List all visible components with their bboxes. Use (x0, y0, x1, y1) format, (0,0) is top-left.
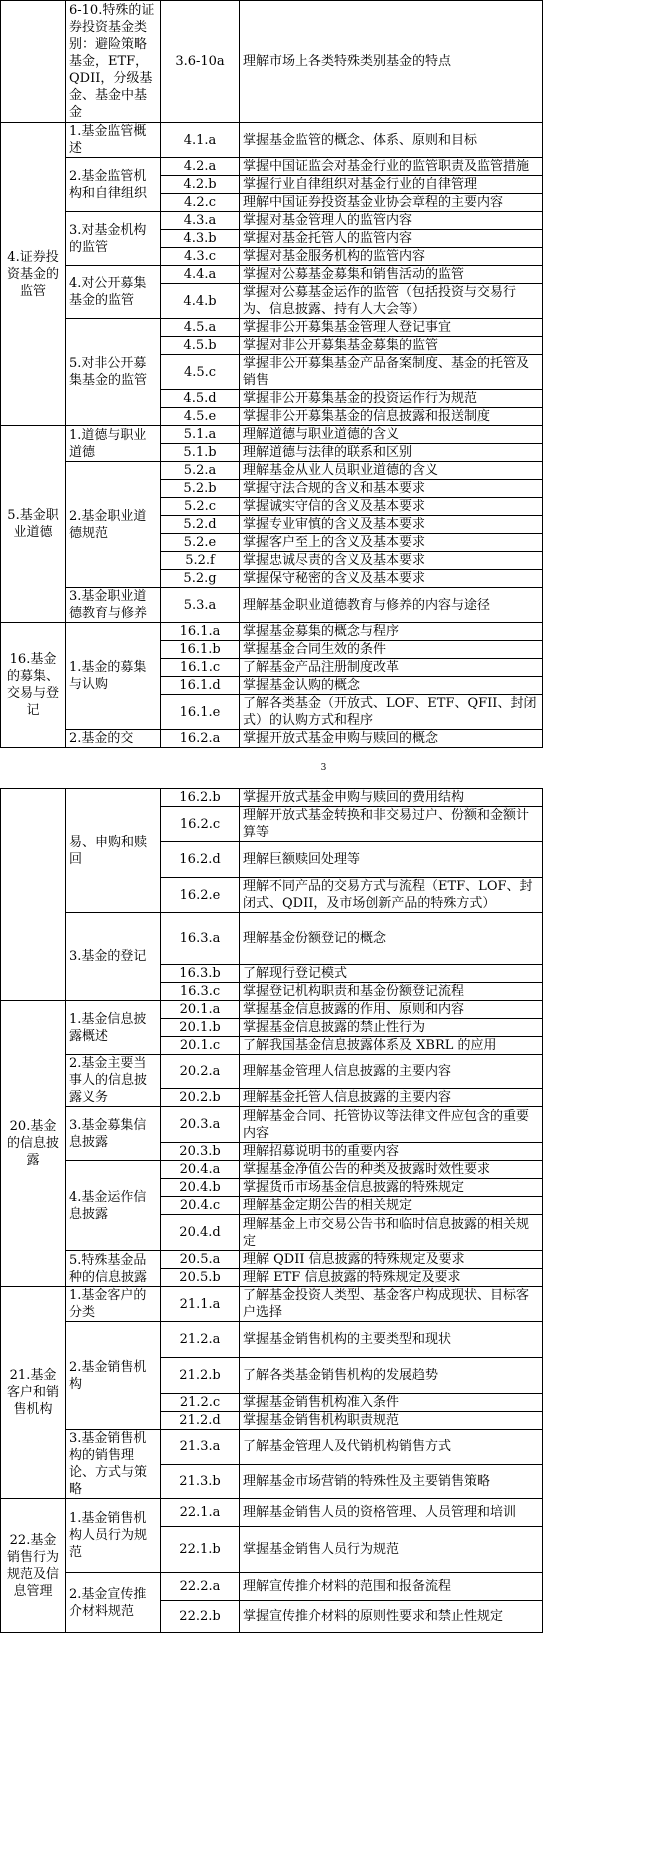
table-row (1, 462, 543, 480)
item-requirement: 掌握货币市场基金信息披露的特殊规定 (240, 1179, 543, 1197)
section-cell: 2.基金销售机构 (66, 1322, 161, 1430)
item-code: 5.2.a (161, 462, 240, 480)
chapter-cell (1, 1, 66, 123)
item-code: 5.3.a (161, 588, 240, 623)
section-cell: 1.基金信息披露概述 (66, 1001, 161, 1055)
item-requirement: 掌握对公募基金运作的监管（包括投资与交易行为、信息披露、持有人大会等） (240, 284, 543, 319)
item-code: 22.2.a (161, 1573, 240, 1601)
item-requirement: 理解基金职业道德教育与修养的内容与途径 (240, 588, 543, 623)
item-code: 5.2.g (161, 570, 240, 588)
item-requirement: 掌握宣传推介材料的原则性要求和禁止性规定 (240, 1601, 543, 1633)
item-code: 16.1.e (161, 695, 240, 730)
chapter-cell (1, 789, 66, 1001)
section-cell: 4.对公开募集基金的监管 (66, 266, 161, 319)
item-requirement: 掌握基金监管的概念、体系、原则和目标 (240, 123, 543, 158)
item-requirement: 掌握基金信息披露的禁止性行为 (240, 1019, 543, 1037)
item-code: 4.2.b (161, 176, 240, 194)
table-row (1, 266, 543, 284)
item-requirement: 掌握非公开募集基金的投资运作行为规范 (240, 390, 543, 408)
item-code: 16.2.a (161, 730, 240, 748)
item-code: 4.3.c (161, 248, 240, 266)
syllabus-table-bottom (0, 788, 543, 1633)
section-cell: 3.对基金机构的监管 (66, 212, 161, 266)
item-code: 16.1.a (161, 623, 240, 641)
item-requirement: 掌握基金信息披露的作用、原则和内容 (240, 1001, 543, 1019)
item-requirement: 掌握开放式基金申购与赎回的概念 (240, 730, 543, 748)
item-requirement: 掌握对基金管理人的监管内容 (240, 212, 543, 230)
item-requirement: 了解我国基金信息披露体系及 XBRL 的应用 (240, 1037, 543, 1055)
item-code: 20.3.b (161, 1143, 240, 1161)
item-requirement: 理解基金定期公告的相关规定 (240, 1197, 543, 1215)
item-code: 4.5.a (161, 319, 240, 337)
item-requirement: 理解道德与职业道德的含义 (240, 426, 543, 444)
item-requirement: 掌握基金募集的概念与程序 (240, 623, 543, 641)
item-requirement: 掌握基金销售机构的主要类型和现状 (240, 1322, 543, 1358)
item-requirement: 掌握对非公开募集基金募集的监管 (240, 337, 543, 355)
item-code: 21.3.b (161, 1464, 240, 1499)
table-row (1, 730, 543, 748)
item-code: 22.1.a (161, 1499, 240, 1527)
item-code: 16.3.c (161, 983, 240, 1001)
item-code: 4.5.c (161, 355, 240, 390)
table-row (1, 789, 543, 807)
item-code: 22.2.b (161, 1601, 240, 1633)
item-requirement: 掌握行业自律组织对基金行业的自律管理 (240, 176, 543, 194)
section-cell: 5.特殊基金品种的信息披露 (66, 1251, 161, 1287)
item-code: 20.1.b (161, 1019, 240, 1037)
item-requirement: 了解基金产品注册制度改革 (240, 659, 543, 677)
item-requirement: 了解基金管理人及代销机构销售方式 (240, 1430, 543, 1465)
item-requirement: 理解招募说明书的重要内容 (240, 1143, 543, 1161)
chapter-cell: 22.基金销售行为规范及信息管理 (1, 1499, 66, 1633)
item-requirement: 掌握保守秘密的含义及基本要求 (240, 570, 543, 588)
item-code: 21.2.b (161, 1358, 240, 1394)
item-requirement: 掌握诚实守信的含义及基本要求 (240, 498, 543, 516)
section-cell: 3.基金职业道德教育与修养 (66, 588, 161, 623)
item-requirement: 理解基金销售人员的资格管理、人员管理和培训 (240, 1499, 543, 1527)
item-requirement: 理解 QDII 信息披露的特殊规定及要求 (240, 1251, 543, 1269)
item-code: 21.3.a (161, 1430, 240, 1465)
item-requirement: 掌握非公开募集基金产品备案制度、基金的托管及销售 (240, 355, 543, 390)
item-requirement: 掌握基金销售机构职责规范 (240, 1412, 543, 1430)
item-code: 20.1.a (161, 1001, 240, 1019)
table-row (1, 588, 543, 623)
table-row (1, 123, 543, 158)
item-code: 16.3.a (161, 913, 240, 965)
item-code: 20.4.b (161, 1179, 240, 1197)
section-cell: 1.道德与职业道德 (66, 426, 161, 462)
item-requirement: 掌握客户至上的含义及基本要求 (240, 534, 543, 552)
item-requirement: 掌握开放式基金申购与赎回的费用结构 (240, 789, 543, 807)
item-code: 22.1.b (161, 1527, 240, 1573)
section-cell: 2.基金主要当事人的信息披露义务 (66, 1055, 161, 1107)
item-code: 16.1.b (161, 641, 240, 659)
item-code: 4.5.d (161, 390, 240, 408)
chapter-cell: 20.基金的信息披露 (1, 1001, 66, 1287)
table-row (1, 1430, 543, 1465)
item-code: 4.4.a (161, 266, 240, 284)
table-row (1, 1251, 543, 1269)
item-code: 5.1.b (161, 444, 240, 462)
item-code: 21.2.d (161, 1412, 240, 1430)
item-requirement: 掌握基金认购的概念 (240, 677, 543, 695)
item-code: 16.2.d (161, 842, 240, 878)
item-code: 3.6-10a (161, 1, 240, 123)
section-cell: 5.对非公开募集基金的监管 (66, 319, 161, 426)
item-requirement: 了解基金投资人类型、基金客户构成现状、目标客户选择 (240, 1287, 543, 1322)
item-requirement: 掌握基金净值公告的种类及披露时效性要求 (240, 1161, 543, 1179)
item-code: 20.4.c (161, 1197, 240, 1215)
item-code: 20.3.a (161, 1107, 240, 1143)
item-requirement: 理解 ETF 信息披露的特殊规定及要求 (240, 1269, 543, 1287)
item-requirement: 理解市场上各类特殊类别基金的特点 (240, 1, 543, 123)
section-cell: 2.基金监管机构和自律组织 (66, 158, 161, 212)
item-code: 5.2.f (161, 552, 240, 570)
item-code: 4.1.a (161, 123, 240, 158)
section-cell: 1.基金的募集与认购 (66, 623, 161, 730)
item-code: 20.1.c (161, 1037, 240, 1055)
item-requirement: 掌握对基金服务机构的监管内容 (240, 248, 543, 266)
item-requirement: 理解基金托管人信息披露的主要内容 (240, 1089, 543, 1107)
item-code: 16.3.b (161, 965, 240, 983)
table-row (1, 1573, 543, 1601)
item-requirement: 理解基金合同、托管协议等法律文件应包含的重要内容 (240, 1107, 543, 1143)
item-code: 16.2.c (161, 807, 240, 842)
item-requirement: 了解现行登记模式 (240, 965, 543, 983)
item-requirement: 掌握基金销售人员行为规范 (240, 1527, 543, 1573)
section-cell: 3.基金募集信息披露 (66, 1107, 161, 1161)
item-code: 21.2.a (161, 1322, 240, 1358)
item-requirement: 掌握中国证监会对基金行业的监管职责及监管措施 (240, 158, 543, 176)
item-code: 4.5.b (161, 337, 240, 355)
section-cell: 2.基金职业道德规范 (66, 462, 161, 588)
item-requirement: 理解基金上市交易公告书和临时信息披露的相关规定 (240, 1215, 543, 1251)
table-row (1, 1107, 543, 1143)
item-code: 20.2.a (161, 1055, 240, 1089)
item-code: 16.1.c (161, 659, 240, 677)
chapter-cell: 16.基金的募集、交易与登记 (1, 623, 66, 748)
item-code: 5.2.b (161, 480, 240, 498)
section-cell: 1.基金监管概述 (66, 123, 161, 158)
item-requirement: 了解各类基金销售机构的发展趋势 (240, 1358, 543, 1394)
item-requirement: 理解不同产品的交易方式与流程（ETF、LOF、封闭式、QDII，及市场创新产品的特殊方式） (240, 878, 543, 913)
item-requirement: 掌握专业审慎的含义及基本要求 (240, 516, 543, 534)
section-cell: 4.基金运作信息披露 (66, 1161, 161, 1251)
item-code: 4.3.b (161, 230, 240, 248)
item-code: 5.2.e (161, 534, 240, 552)
item-requirement: 理解宣传推介材料的范围和报备流程 (240, 1573, 543, 1601)
item-code: 20.5.b (161, 1269, 240, 1287)
item-requirement: 理解中国证券投资基金业协会章程的主要内容 (240, 194, 543, 212)
section-cell: 6-10.特殊的证券投资基金类别：避险策略基金，ETF，QDII，分级基金、基金中基金 (66, 1, 161, 123)
section-cell: 易、申购和赎回 (66, 789, 161, 913)
table-row (1, 319, 543, 337)
table-row (1, 1055, 543, 1089)
item-code: 20.4.d (161, 1215, 240, 1251)
item-code: 21.1.a (161, 1287, 240, 1322)
table-row (1, 1161, 543, 1179)
chapter-cell: 21.基金客户和销售机构 (1, 1287, 66, 1499)
section-cell: 2.基金的交 (66, 730, 161, 748)
table-row (1, 1, 543, 123)
item-requirement: 理解基金市场营销的特殊性及主要销售策略 (240, 1464, 543, 1499)
table-row (1, 212, 543, 230)
item-code: 20.5.a (161, 1251, 240, 1269)
table-row (1, 1322, 543, 1358)
item-code: 21.2.c (161, 1394, 240, 1412)
table-row (1, 426, 543, 444)
item-requirement: 了解各类基金（开放式、LOF、ETF、QFII、封闭式）的认购方式和程序 (240, 695, 543, 730)
item-requirement: 掌握基金合同生效的条件 (240, 641, 543, 659)
item-requirement: 理解基金管理人信息披露的主要内容 (240, 1055, 543, 1089)
item-requirement: 掌握守法合规的含义和基本要求 (240, 480, 543, 498)
table-row (1, 1001, 543, 1019)
item-code: 5.2.d (161, 516, 240, 534)
item-code: 5.1.a (161, 426, 240, 444)
chapter-cell: 4.证券投资基金的监管 (1, 123, 66, 426)
item-code: 4.4.b (161, 284, 240, 319)
item-requirement: 理解基金从业人员职业道德的含义 (240, 462, 543, 480)
item-code: 20.4.a (161, 1161, 240, 1179)
chapter-cell: 5.基金职业道德 (1, 426, 66, 623)
item-code: 4.2.a (161, 158, 240, 176)
item-requirement: 理解基金份额登记的概念 (240, 913, 543, 965)
table-row (1, 623, 543, 641)
table-row (1, 158, 543, 176)
section-cell: 1.基金销售机构人员行为规范 (66, 1499, 161, 1573)
item-code: 20.2.b (161, 1089, 240, 1107)
item-requirement: 掌握忠诚尽责的含义及基本要求 (240, 552, 543, 570)
item-code: 16.2.e (161, 878, 240, 913)
item-requirement: 理解巨额赎回处理等 (240, 842, 543, 878)
item-requirement: 掌握非公开募集基金管理人登记事宜 (240, 319, 543, 337)
section-cell: 3.基金的登记 (66, 913, 161, 1001)
item-requirement: 掌握非公开募集基金的信息披露和报送制度 (240, 408, 543, 426)
item-requirement: 掌握基金销售机构准入条件 (240, 1394, 543, 1412)
item-code: 4.2.c (161, 194, 240, 212)
item-code: 5.2.c (161, 498, 240, 516)
table-row (1, 1287, 543, 1322)
item-requirement: 理解道德与法律的联系和区别 (240, 444, 543, 462)
table-row (1, 1499, 543, 1527)
item-code: 4.5.e (161, 408, 240, 426)
section-cell: 3.基金销售机构的销售理论、方式与策略 (66, 1430, 161, 1499)
item-requirement: 掌握对基金托管人的监管内容 (240, 230, 543, 248)
item-code: 16.1.d (161, 677, 240, 695)
item-code: 4.3.a (161, 212, 240, 230)
item-requirement: 理解开放式基金转换和非交易过户、份额和金额计算等 (240, 807, 543, 842)
section-cell: 1.基金客户的分类 (66, 1287, 161, 1322)
item-requirement: 掌握对公募基金募集和销售活动的监管 (240, 266, 543, 284)
syllabus-table-top (0, 0, 543, 748)
page-number: 3 (320, 763, 327, 773)
item-code: 16.2.b (161, 789, 240, 807)
table-row (1, 913, 543, 965)
section-cell: 2.基金宣传推介材料规范 (66, 1573, 161, 1633)
item-requirement: 掌握登记机构职责和基金份额登记流程 (240, 983, 543, 1001)
